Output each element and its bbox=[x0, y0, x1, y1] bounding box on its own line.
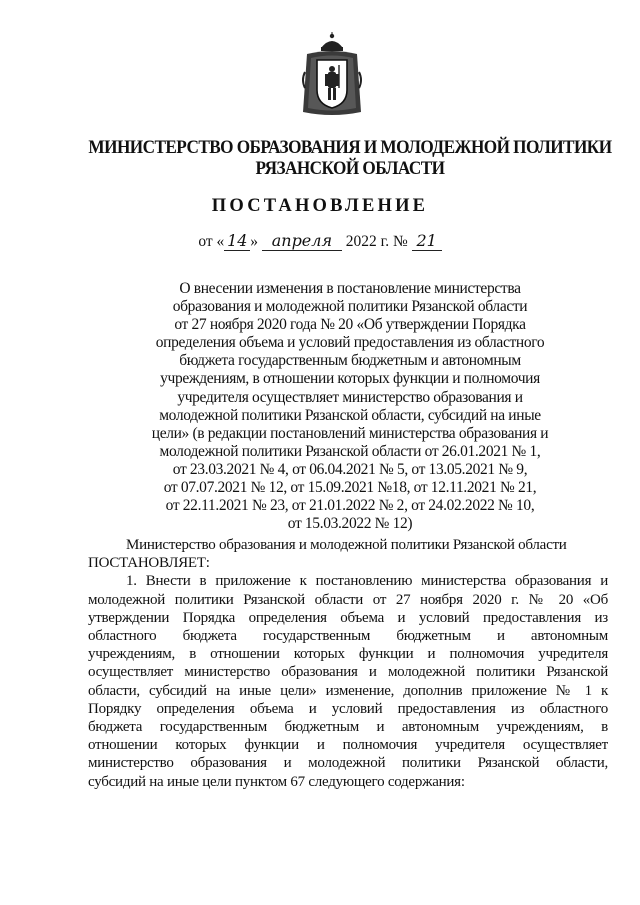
title-line: учредителя осуществляет министерство образования и bbox=[177, 388, 523, 406]
body-line: областного бюджета государственным бюджетным и автономным bbox=[88, 628, 608, 645]
title-line: от 07.07.2021 № 12, от 15.09.2021 №18, от 12.11.2021 № 21, bbox=[163, 479, 537, 497]
handwritten-month: апреля bbox=[262, 232, 342, 251]
title-line: молодежной политики Рязанской области, субсидий на иные bbox=[159, 406, 541, 424]
body-line: области, субсидий на иные цели» изменение, дополнив приложение № 1 к bbox=[88, 682, 608, 699]
body-line: Министерство образования и молодежной политики Рязанской области bbox=[126, 537, 567, 553]
body-line: молодежной политики Рязанской области от 27 ноября 2020 г. № 20 «Об bbox=[88, 591, 608, 608]
handwritten-number: 21 bbox=[412, 232, 442, 251]
title-line: от 15.03.2022 № 12) bbox=[287, 515, 413, 533]
title-line: бюджета государственным бюджетным и автономным bbox=[179, 352, 521, 370]
body-line: учреждениям, в отношении которых функции и полномочия учредителя bbox=[88, 646, 608, 663]
body-line: 1. Внести в приложение к постановлению министерства образования и bbox=[126, 573, 608, 590]
body-line: Порядку определения объема и условий предоставления из областного bbox=[88, 700, 608, 717]
title-line: учреждениям, в отношении которых функции и полномочия bbox=[160, 370, 540, 388]
body-line: субсидий на иные цели пунктом 67 следующего содержания: bbox=[88, 773, 465, 790]
title-line: от 22.11.2021 № 23, от 21.01.2022 № 2, от 24.02.2022 № 10, bbox=[165, 497, 535, 515]
ministry-name-line2: РЯЗАНСКОЙ ОБЛАСТИ bbox=[255, 159, 445, 179]
body-line: министерство образования и молодежной политики Рязанской области, bbox=[88, 755, 608, 772]
coat-of-arms-emblem bbox=[299, 32, 365, 120]
handwritten-day: 14 bbox=[224, 232, 250, 251]
date-line bbox=[0, 232, 640, 251]
title-line: цели» (в редакции постановлений министерства образования и bbox=[151, 424, 549, 442]
body-line: утверждении Порядка определения объема и условий предоставления из bbox=[88, 609, 608, 626]
title-line: определения объема и условий предоставления из областного bbox=[155, 334, 545, 352]
title-line: молодежной политики Рязанской области от 26.01.2021 № 1, bbox=[159, 442, 541, 460]
title-line: от 27 ноября 2020 года № 20 «Об утверждении Порядка bbox=[174, 316, 526, 334]
document-title bbox=[60, 280, 640, 533]
date-year: 2022 г. № bbox=[345, 233, 408, 250]
date-prefix: от « bbox=[198, 233, 225, 250]
body-line: ПОСТАНОВЛЯЕТ: bbox=[88, 555, 210, 572]
title-line: образования и молодежной политики Рязанской области bbox=[172, 298, 528, 316]
body-line: отношении которых функции и полномочия учредителя осуществляет bbox=[88, 737, 608, 754]
title-line: О внесении изменения в постановление министерства bbox=[179, 280, 521, 297]
document-type: ПОСТАНОВЛЕНИЕ bbox=[211, 196, 429, 216]
body-line: бюджета государственным бюджетным и автономным учреждениям, в bbox=[88, 719, 608, 736]
crown-icon bbox=[321, 32, 343, 51]
document-body bbox=[88, 536, 608, 791]
body-line: осуществляет министерство образования и молодежной политики Рязанской bbox=[88, 664, 608, 681]
ministry-header bbox=[80, 138, 619, 180]
date-mid: » bbox=[250, 233, 259, 250]
ministry-name-line1: МИНИСТЕРСТВО ОБРАЗОВАНИЯ И МОЛОДЕЖНОЙ ПОЛИТИКИ bbox=[88, 138, 612, 158]
title-line: от 23.03.2021 № 4, от 06.04.2021 № 5, от 13.05.2021 № 9, bbox=[172, 460, 528, 478]
